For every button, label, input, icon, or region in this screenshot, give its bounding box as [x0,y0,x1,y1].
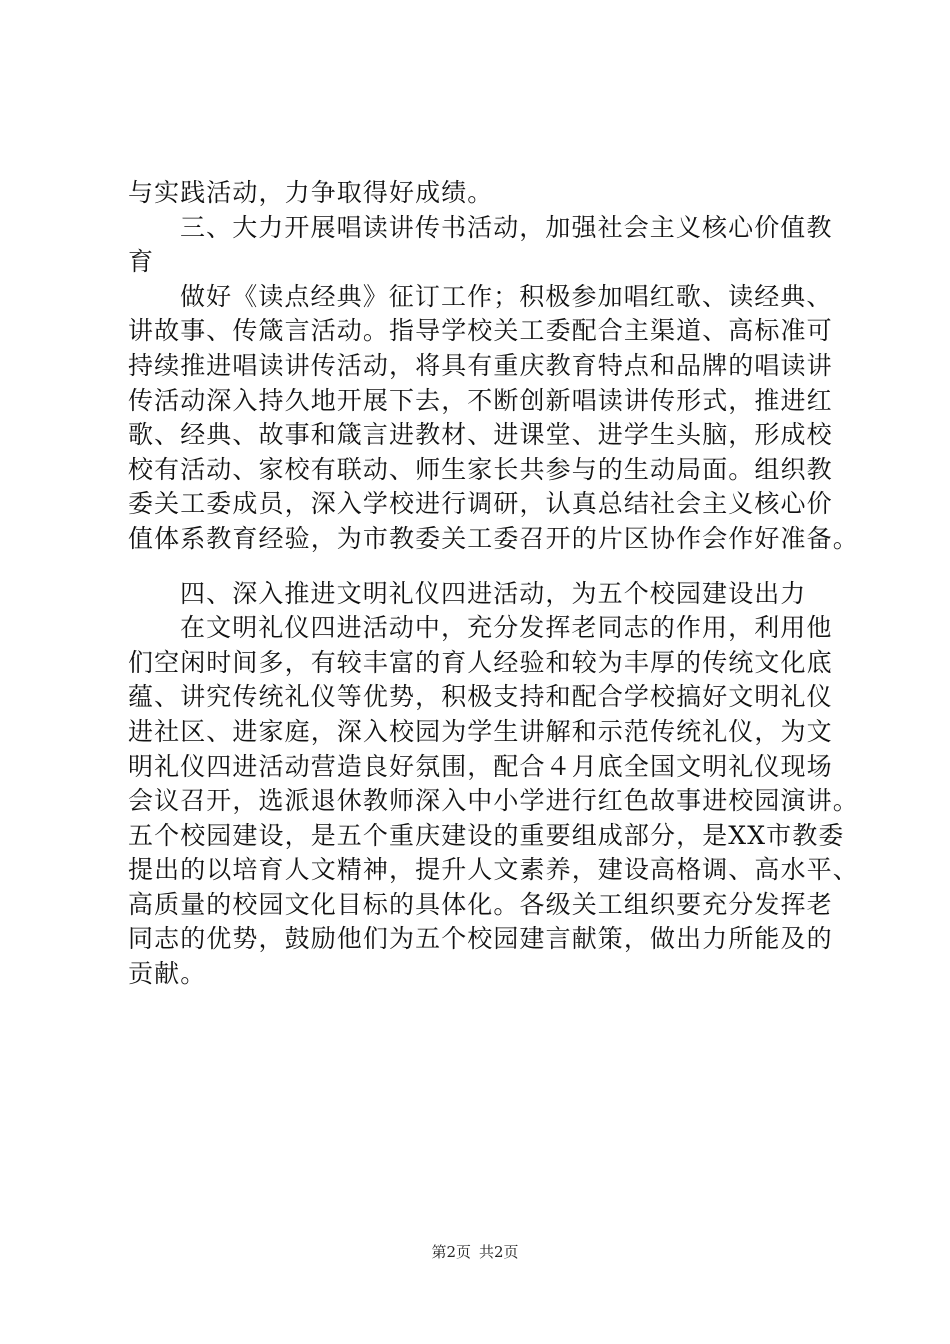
section-heading-3: 三、大力开展唱读讲传书活动，加强社会主义核心价值教 [180,212,833,242]
page-footer [0,1242,950,1262]
paragraph-line: 校有活动、家校有联动、师生家长共参与的生动局面。组织教 [128,454,833,484]
paragraph-line: 持续推进唱读讲传活动，将具有重庆教育特点和品牌的唱读讲 [128,350,833,380]
section-heading-4: 四、深入推进文明礼仪四进活动，为五个校园建设出力 [180,578,807,608]
section-heading-3-continued: 育 [128,247,155,277]
paragraph-line: 歌、经典、故事和箴言进教材、进课堂、进学生头脑，形成校 [128,420,833,450]
document-body [128,176,859,992]
paragraph-line: 同志的优势，鼓励他们为五个校园建言献策，做出力所能及的 [128,924,833,954]
paragraph-line: 高质量的校园文化目标的具体化。各级关工组织要充分发挥老 [128,889,833,919]
paragraph-line: 贡献。 [128,959,207,989]
paragraph-line: 提出的以培育人文精神，提升人文素养，建设高格调、高水平、 [128,855,859,885]
paragraph-line: 在文明礼仪四进活动中，充分发挥老同志的作用，利用他 [180,613,833,643]
page-number-total: 共2页 [479,1243,519,1261]
paragraph-line: 们空闲时间多，有较丰富的育人经验和较为丰厚的传统文化底 [128,647,833,677]
paragraph-line: 蕴、讲究传统礼仪等优势，积极支持和配合学校搞好文明礼仪 [128,682,833,712]
paragraph-line: 做好《读点经典》征订工作；积极参加唱红歌、读经典、 [180,281,833,311]
paragraph-line: 与实践活动，力争取得好成绩。 [128,178,494,207]
page-number-current: 第2页 [431,1243,471,1261]
paragraph-line: 明礼仪四进活动营造良好氛围，配合４月底全国文明礼仪现场 [128,751,833,781]
paragraph-line: 委关工委成员，深入学校进行调研，认真总结社会主义核心价 [128,489,833,519]
paragraph-line: 讲故事、传箴言活动。指导学校关工委配合主渠道、高标准可 [128,316,833,346]
paragraph-gap [128,557,838,577]
paragraph-line: 五个校园建设，是五个重庆建设的重要组成部分，是XX市教委 [128,820,845,850]
paragraph-line: 进社区、进家庭，深入校园为学生讲解和示范传统礼仪，为文 [128,716,833,746]
paragraph-line: 会议召开，选派退休教师深入中小学进行红色故事进校园演讲。 [128,786,859,816]
paragraph-line: 传活动深入持久地开展下去，不断创新唱读讲传形式，推进红 [128,385,833,415]
paragraph-line: 值体系教育经验，为市教委关工委召开的片区协作会作好准备。 [128,523,859,553]
